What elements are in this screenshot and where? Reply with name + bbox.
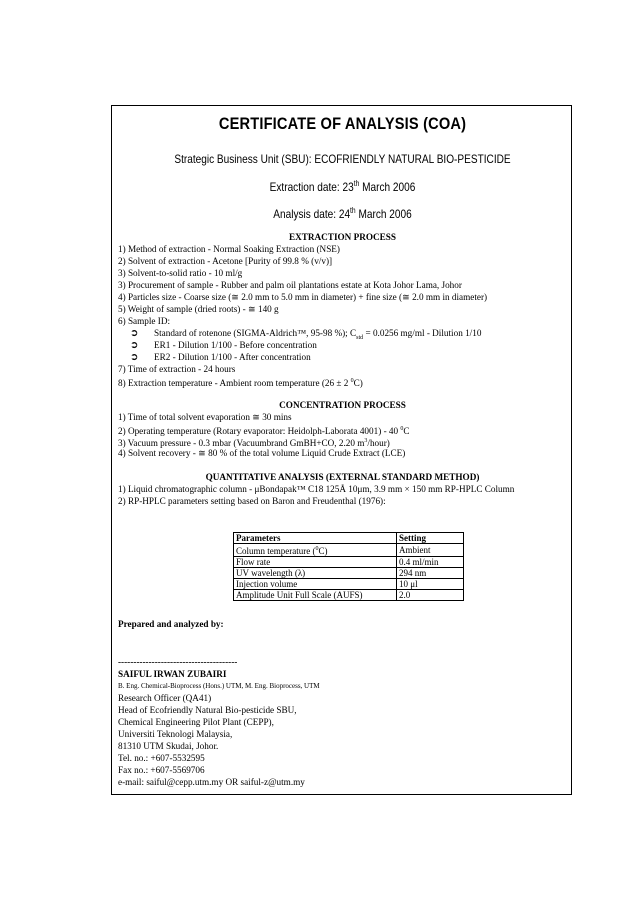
extraction-line: 3) Procurement of sample - Rubber and palm oil plantations estate at Kota Johor Lama, Johor	[118, 280, 462, 290]
signatory-detail: Universiti Teknologi Malaysia,	[118, 729, 233, 739]
sample-bullet: ➲ ER1 - Dilution 1/100 - Before concentration	[130, 340, 317, 351]
hplc-parameters-table	[233, 532, 464, 601]
extraction-date: Extraction date: 23th March 2006	[269, 179, 416, 194]
extraction-line: 3) Solvent-to-solid ratio - 10 ml/g	[118, 268, 243, 278]
concentration-heading: CONCENTRATION PROCESS	[279, 400, 406, 410]
signatory-detail: 81310 UTM Skudai, Johor.	[118, 741, 219, 751]
arrow-icon: ➲	[130, 352, 139, 363]
signature-line: ---------------------------------------	[118, 657, 238, 667]
certificate-page	[111, 105, 572, 795]
extraction-line: 5) Weight of sample (dried roots) - ≅ 140 g	[118, 304, 279, 314]
process-details	[118, 231, 567, 507]
arrow-icon: ➲	[130, 340, 139, 351]
quantitative-line: 1) Liquid chromatographic column - μBondapak™ C18 125Å 10μm, 3.9 mm × 150 mm RP-HPLC Column	[118, 484, 515, 494]
extraction-line: 6) Sample ID:	[118, 316, 171, 326]
concentration-line: 4) Solvent recovery - ≅ 80 % of the total volume Liquid Crude Extract (LCE)	[118, 448, 406, 458]
setting-cell: 2.0	[397, 590, 464, 601]
concentration-line: 1) Time of total solvent evaporation ≅ 30 mins	[118, 412, 292, 422]
parameter-cell: Column temperature ($^0$C)	[234, 544, 397, 557]
prepared-by-label: Prepared and analyzed by:	[118, 619, 224, 629]
arrow-icon: ➲	[130, 328, 139, 339]
table-row	[234, 590, 464, 601]
quantitative-heading: QUANTITATIVE ANALYSIS (EXTERNAL STANDARD METHOD)	[205, 472, 480, 482]
analysis-date: Analysis date: 24th March 2006	[273, 206, 412, 221]
extraction-line: 8) Extraction temperature - Ambient room temperature (26 ± 2 $^0$C)	[118, 378, 363, 389]
setting-cell: 0.4 ml/min	[397, 557, 464, 568]
signatory-degree: B. Eng. Chemical-Bioprocess (Hons.) UTM, M. Eng. Bioprocess, UTM	[118, 682, 320, 690]
extraction-line: 7) Time of extraction - 24 hours	[118, 364, 236, 374]
setting-cell: 294 nm	[397, 568, 464, 579]
quantitative-line: 2) RP-HPLC parameters setting based on Baron and Freudenthal (1976):	[118, 496, 386, 506]
setting-cell: Ambient	[397, 544, 464, 557]
page-title: CERTIFICATE OF ANALYSIS (COA)	[218, 114, 467, 133]
extraction-heading: EXTRACTION PROCESS	[289, 232, 396, 242]
extraction-line: 1) Method of extraction - Normal Soaking Extraction (NSE)	[118, 244, 340, 254]
header-parameters: Parameters	[234, 533, 397, 544]
setting-cell: 10 μl	[397, 579, 464, 590]
fax: Fax no.: +607-5569706	[118, 765, 205, 775]
signatory-name: SAIFUL IRWAN ZUBAIRI	[118, 669, 227, 679]
email: e-mail: saiful@cepp.utm.my OR saiful-z@utm.my	[118, 777, 305, 787]
parameter-cell: Flow rate	[234, 557, 397, 568]
table-header-row	[234, 533, 464, 544]
signature-block	[118, 656, 320, 788]
signatory-detail: Head of Ecofriendly Natural Bio-pesticide SBU,	[118, 705, 297, 715]
sample-bullet: ➲ ER2 - Dilution 1/100 - After concentration	[130, 352, 311, 363]
table-row	[234, 557, 464, 568]
extraction-line: 4) Particles size - Coarse size (≅ 2.0 mm to 5.0 mm in diameter) + fine size (≅ 2.0 mm in diameter)	[118, 292, 488, 302]
signatory-detail: Research Officer (QA41)	[118, 693, 212, 703]
concentration-line: 3) Vacuum pressure - 0.3 mbar (Vacuumbrand GmBH+CO, 2.20 $m^3/hour$)	[118, 438, 390, 449]
telephone: Tel. no.: +607-5532595	[118, 753, 205, 763]
table-row	[234, 579, 464, 590]
sbu-line: Strategic Business Unit (SBU): ECOFRIENDLY NATURAL BIO-PESTICIDE	[174, 152, 511, 166]
table-row	[234, 544, 464, 557]
extraction-line: 2) Solvent of extraction - Acetone [Purity of 99.8 % (v/v)]	[118, 256, 333, 266]
signatory-detail: Chemical Engineering Pilot Plant (CEPP),	[118, 717, 274, 727]
sample-bullet: ➲ Standard of rotenone (SIGMA-Aldrich™, 95-98 %); $C_{std} = 0.0256$ mg/ml - Dilution 1/10	[130, 328, 482, 341]
concentration-line: 2) Operating temperature (Rotary evaporator: Heidolph-Laborata 4001) - 40 $^0$C	[118, 426, 410, 437]
parameter-cell: UV wavelength (λ)	[234, 568, 397, 579]
table-row	[234, 568, 464, 579]
parameter-cell: Injection volume	[234, 579, 397, 590]
header-setting: Setting	[397, 533, 464, 544]
parameter-cell: Amplitude Unit Full Scale (AUFS)	[234, 590, 397, 601]
